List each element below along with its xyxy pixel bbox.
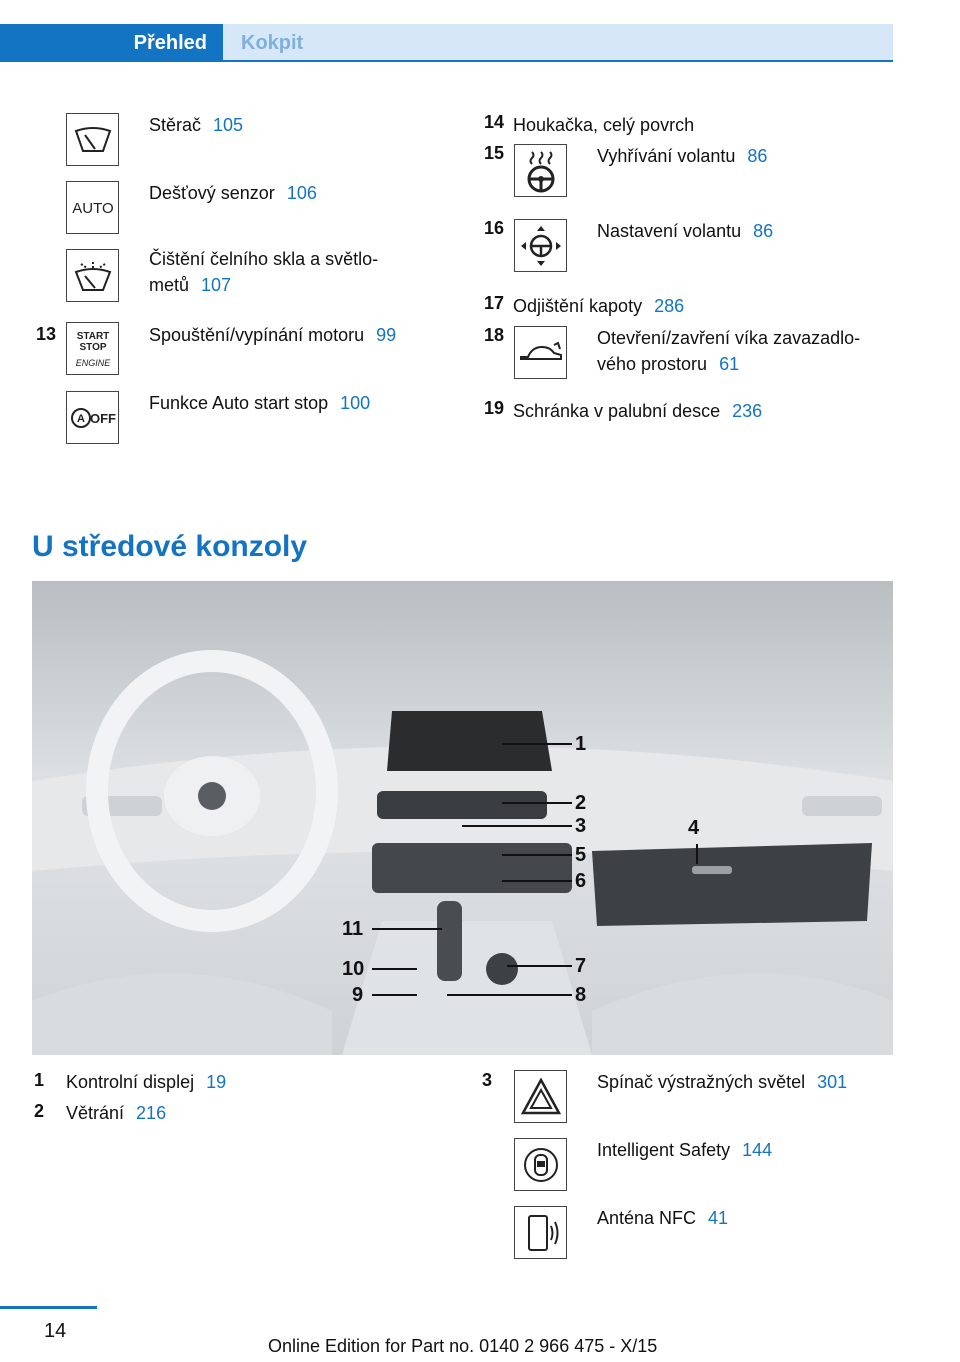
item-label: Čištění čelního skla a světlo- xyxy=(149,249,379,269)
auto-icon xyxy=(66,181,119,234)
steering-adjust-icon xyxy=(514,219,567,272)
item-number: 19 xyxy=(483,398,504,418)
item-label-cont: metů xyxy=(149,275,190,295)
page-link[interactable]: 105 xyxy=(213,115,244,135)
item-number: 16 xyxy=(483,218,504,238)
tab-prehled[interactable]: Přehled xyxy=(0,24,223,62)
callout-7: 7 xyxy=(575,955,587,977)
item-number: 13 xyxy=(35,324,56,344)
cockpit-illustration xyxy=(32,581,893,1055)
page-link[interactable]: 106 xyxy=(286,183,317,203)
list-item xyxy=(597,1069,847,1095)
list-item xyxy=(149,180,317,206)
nfc-icon xyxy=(514,1206,567,1259)
callout-4: 4 xyxy=(688,817,700,839)
item-label: Kontrolní displej xyxy=(66,1072,195,1092)
list-item xyxy=(149,246,378,298)
callout-1: 1 xyxy=(575,733,587,755)
svg-text:STOP: STOP xyxy=(78,341,107,353)
item-label: Stěrač xyxy=(149,115,202,135)
wiper-icon xyxy=(66,113,119,166)
svg-text:A: A xyxy=(76,412,85,425)
trunk-icon xyxy=(514,326,567,379)
item-number: 14 xyxy=(483,112,504,132)
callout-9: 9 xyxy=(352,984,364,1006)
svg-text:START: START xyxy=(76,330,109,342)
item-label: Odjištění kapoty xyxy=(513,296,643,316)
list-item xyxy=(597,325,860,377)
item-number: 17 xyxy=(483,293,504,313)
start-stop-icon xyxy=(66,322,119,375)
chapter-tabs xyxy=(0,24,893,62)
item-label: Otevření/zavření víka zavazadlo- xyxy=(597,328,861,348)
tab-kokpit[interactable]: Kokpit xyxy=(223,24,893,62)
item-number: 18 xyxy=(483,325,504,345)
item-label-cont: vého prostoru xyxy=(597,354,708,374)
item-number: 15 xyxy=(483,143,504,163)
page-link[interactable]: 86 xyxy=(753,221,774,241)
hazard-icon xyxy=(514,1070,567,1123)
item-label: Spínač výstražných světel xyxy=(597,1072,806,1092)
page-link[interactable]: 301 xyxy=(817,1072,848,1092)
page-link[interactable]: 144 xyxy=(742,1140,773,1160)
item-label: Spouštění/vypínání motoru xyxy=(149,325,365,345)
list-item xyxy=(597,1205,728,1231)
tab-underline xyxy=(0,60,893,62)
page-link[interactable]: 86 xyxy=(747,146,768,166)
page-number: 14 xyxy=(44,1320,67,1342)
list-item xyxy=(66,1069,226,1095)
intelligent-safety-icon xyxy=(514,1138,567,1191)
footer-accent-line xyxy=(0,1306,97,1309)
washer-icon xyxy=(66,249,119,302)
callout-6: 6 xyxy=(575,870,587,892)
item-label: Vyhřívání volantu xyxy=(597,146,736,166)
list-item xyxy=(513,293,684,319)
page-link[interactable]: 41 xyxy=(708,1208,729,1228)
page-link[interactable]: 216 xyxy=(136,1103,167,1123)
list-item xyxy=(149,322,396,348)
page-link[interactable]: 99 xyxy=(376,325,397,345)
svg-text:OFF: OFF xyxy=(89,410,116,426)
item-label: Dešťový senzor xyxy=(149,183,275,203)
list-item xyxy=(597,218,773,244)
section-title: U středové konzoly xyxy=(32,530,308,563)
list-item xyxy=(513,112,694,138)
list-item xyxy=(597,1137,772,1163)
list-item xyxy=(149,112,243,138)
item-label: Funkce Auto start stop xyxy=(149,393,329,413)
callout-5: 5 xyxy=(575,844,587,866)
item-label: Schránka v palubní desce xyxy=(513,401,721,421)
page-link[interactable]: 107 xyxy=(201,275,232,295)
svg-text:ENGINE: ENGINE xyxy=(75,357,110,368)
svg-text:AUTO: AUTO xyxy=(71,199,114,217)
page-link[interactable]: 100 xyxy=(340,393,371,413)
page-link[interactable]: 61 xyxy=(719,354,740,374)
callout-8: 8 xyxy=(575,984,587,1006)
edition-footer: Online Edition for Part no. 0140 2 966 475 - X/15 xyxy=(268,1336,658,1356)
page-link[interactable]: 19 xyxy=(206,1072,227,1092)
list-item xyxy=(149,390,370,416)
callout-10: 10 xyxy=(342,958,365,980)
item-label: Anténa NFC xyxy=(597,1208,697,1228)
item-number: 3 xyxy=(481,1070,492,1090)
item-label: Větrání xyxy=(66,1103,125,1123)
item-label: Nastavení volantu xyxy=(597,221,742,241)
list-item xyxy=(66,1100,166,1126)
page-link[interactable]: 236 xyxy=(732,401,763,421)
page-link[interactable]: 286 xyxy=(654,296,685,316)
item-number: 1 xyxy=(33,1070,44,1090)
callout-11: 11 xyxy=(342,918,364,940)
callout-2: 2 xyxy=(575,792,587,814)
item-label: Houkačka, celý povrch xyxy=(513,115,695,135)
item-label: Intelligent Safety xyxy=(597,1140,731,1160)
item-number: 2 xyxy=(33,1101,44,1121)
steering-heat-icon xyxy=(514,144,567,197)
auto-start-stop-off-icon xyxy=(66,391,119,444)
list-item xyxy=(513,398,762,424)
list-item xyxy=(597,143,767,169)
callout-3: 3 xyxy=(575,815,587,837)
